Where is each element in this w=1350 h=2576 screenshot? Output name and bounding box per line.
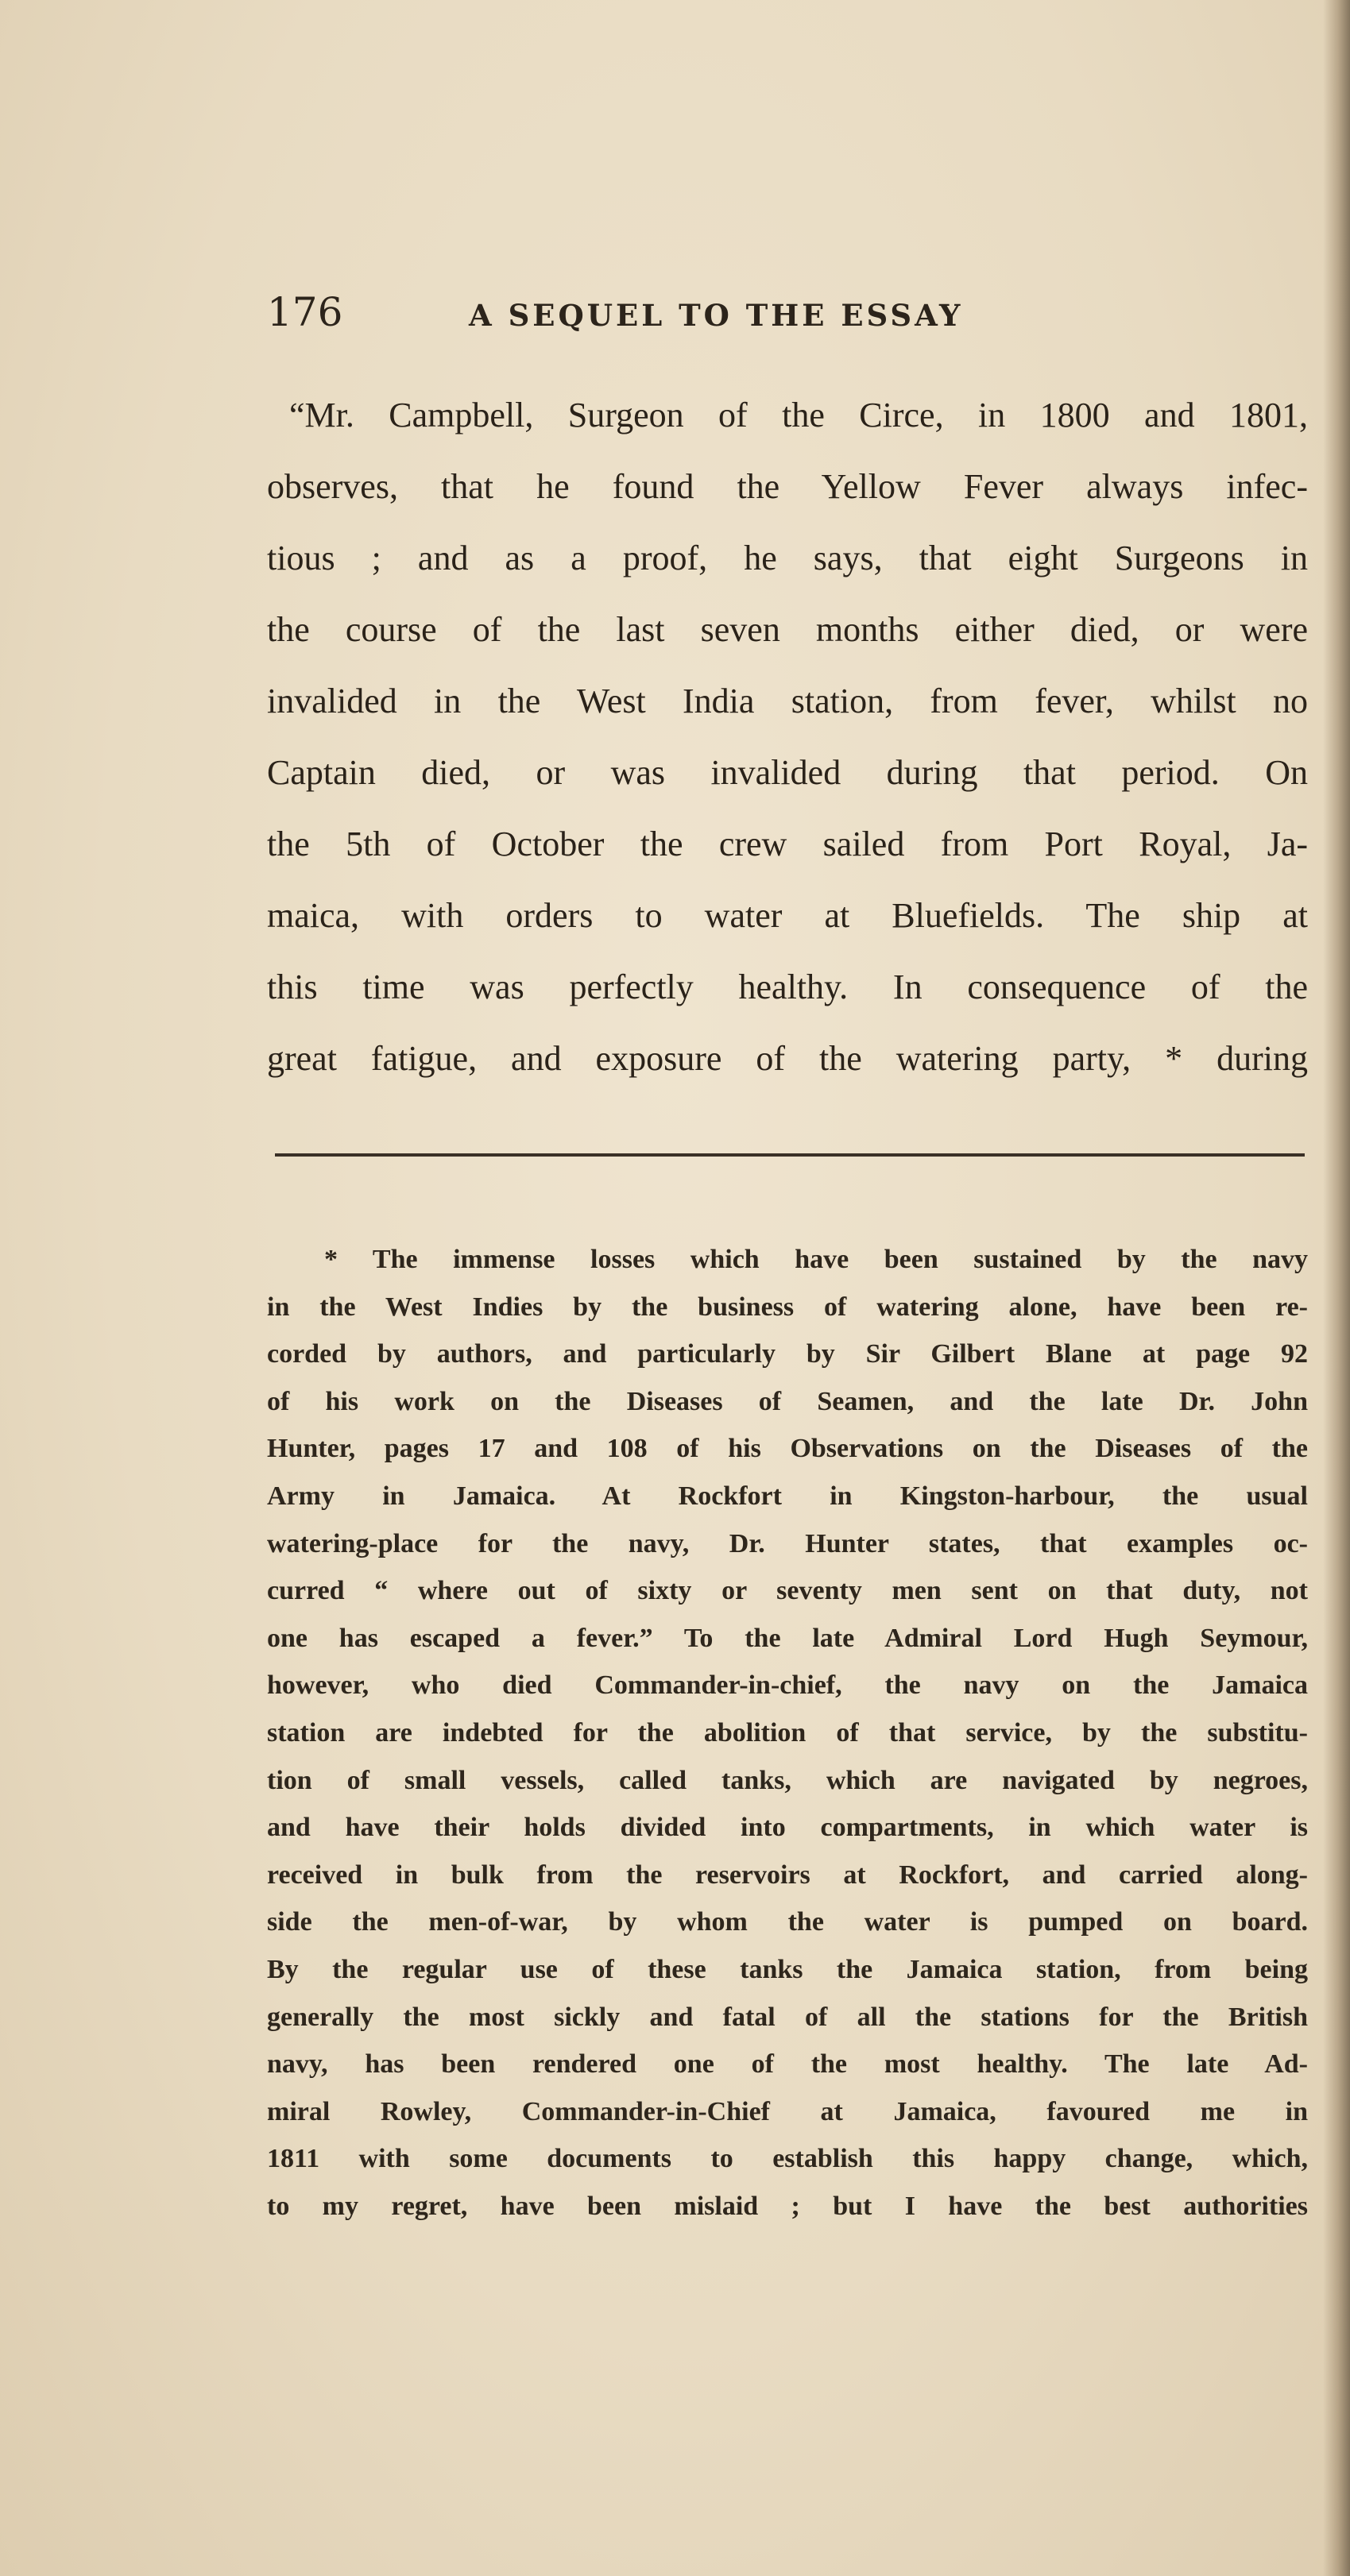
footnote-line: curred “ where out of sixty or seventy men sent on that duty, not	[267, 1576, 1308, 1606]
footnote-line: miral Rowley, Commander-in-Chief at Jamaica, favoured me in	[267, 2096, 1308, 2126]
footnote-line: and have their holds divided into compartments, in which water is	[267, 1813, 1308, 1843]
footnote-line: received in bulk from the reservoirs at Rockfort, and carried along-	[267, 1860, 1308, 1890]
body-line: the course of the last seven months either died, or were	[267, 610, 1308, 649]
footnote-line: navy, has been rendered one of the most healthy. The late Ad-	[267, 2049, 1308, 2080]
footnote-line: watering-place for the navy, Dr. Hunter states, that examples oc-	[267, 1528, 1308, 1558]
footnote	[267, 1236, 1308, 2230]
running-head	[267, 284, 1300, 340]
footnote-line: By the regular use of these tanks the Jamaica station, from being	[267, 1954, 1308, 1984]
footnote-line: station are indebted for the abolition of that service, by the substitu-	[267, 1717, 1308, 1748]
body-text	[267, 380, 1308, 1095]
footnote-line: of his work on the Diseases of Seamen, and the late Dr. John	[267, 1386, 1308, 1416]
body-line: this time was perfectly healthy. In consequence of the	[267, 967, 1308, 1006]
body-line: Captain died, or was invalided during that period. On	[267, 753, 1308, 792]
body-line: great fatigue, and exposure of the watering party, * during	[267, 1039, 1308, 1078]
body-line: tious ; and as a proof, he says, that eight Surgeons in	[267, 539, 1308, 577]
running-head-title: A SEQUEL TO THE ESSAY	[469, 298, 964, 333]
body-line: maica, with orders to water at Bluefields. The ship at	[267, 896, 1308, 935]
footnote-line: corded by authors, and particularly by Sir Gilbert Blane at page 92	[267, 1339, 1308, 1369]
footnote-line: side the men-of-war, by whom the water is pumped on board.	[267, 1907, 1308, 1937]
footnote-line: in the West Indies by the business of watering alone, have been re-	[267, 1292, 1308, 1322]
footnote-line: 1811 with some documents to establish this happy change, which,	[267, 2144, 1308, 2174]
body-line: the 5th of October the crew sailed from Port Royal, Ja-	[267, 825, 1308, 863]
footnote-divider	[275, 1153, 1305, 1157]
footnote-line: to my regret, have been mislaid ; but I have the best authorities	[267, 2191, 1308, 2221]
footnote-line: * The immense losses which have been sustained by the navy	[324, 1245, 1308, 1274]
footnote-line: Army in Jamaica. At Rockfort in Kingston-harbour, the usual	[267, 1481, 1308, 1511]
footnote-line: tion of small vessels, called tanks, which are navigated by negroes,	[267, 1765, 1308, 1795]
footnote-line: however, who died Commander-in-chief, the navy on the Jamaica	[267, 1670, 1308, 1701]
body-line: observes, that he found the Yellow Fever always infec-	[267, 467, 1308, 506]
footnote-line: generally the most sickly and fatal of all the stations for the British	[267, 2002, 1308, 2032]
footnote-line: Hunter, pages 17 and 108 of his Observations on the Diseases of the	[267, 1434, 1308, 1464]
body-line: invalided in the West India station, from fever, whilst no	[267, 682, 1308, 720]
body-line: “Mr. Campbell, Surgeon of the Circe, in 1800 and 1801,	[289, 396, 1308, 434]
footnote-line: one has escaped a fever.” To the late Admiral Lord Hugh Seymour,	[267, 1623, 1308, 1653]
page-number: 176	[267, 289, 343, 335]
